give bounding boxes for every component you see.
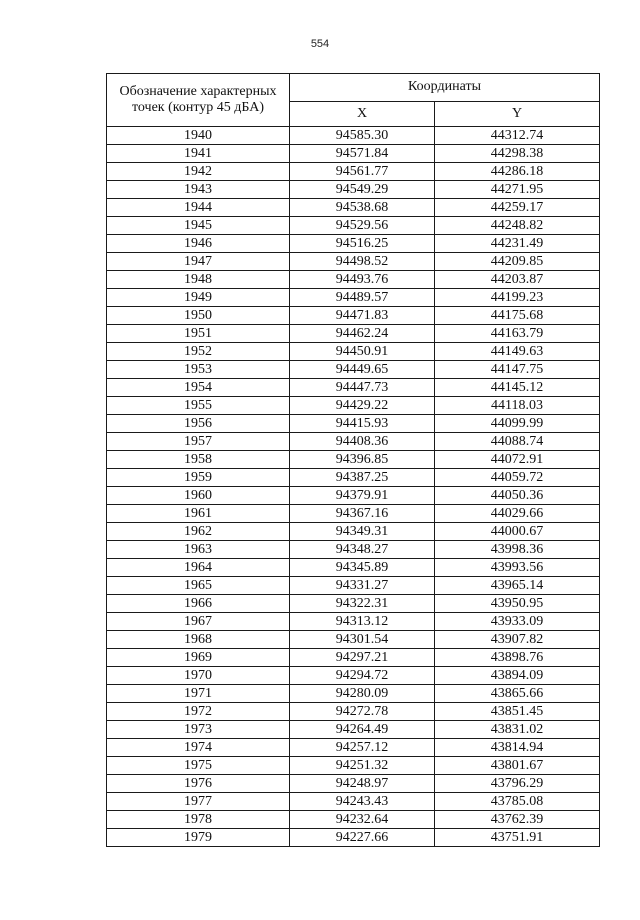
point-id-cell: 1973 bbox=[107, 721, 290, 739]
y-cell: 44199.23 bbox=[435, 289, 600, 307]
table-row bbox=[107, 811, 600, 829]
x-cell: 94272.78 bbox=[290, 703, 435, 721]
point-id-cell: 1970 bbox=[107, 667, 290, 685]
x-cell: 94408.36 bbox=[290, 433, 435, 451]
y-cell: 44271.95 bbox=[435, 181, 600, 199]
x-cell: 94498.52 bbox=[290, 253, 435, 271]
y-cell: 43851.45 bbox=[435, 703, 600, 721]
point-id-cell: 1962 bbox=[107, 523, 290, 541]
y-cell: 44088.74 bbox=[435, 433, 600, 451]
y-cell: 44209.85 bbox=[435, 253, 600, 271]
point-id-cell: 1948 bbox=[107, 271, 290, 289]
table-row bbox=[107, 649, 600, 667]
y-cell: 44029.66 bbox=[435, 505, 600, 523]
y-cell: 43796.29 bbox=[435, 775, 600, 793]
x-cell: 94450.91 bbox=[290, 343, 435, 361]
x-cell: 94348.27 bbox=[290, 541, 435, 559]
table-row bbox=[107, 757, 600, 775]
x-cell: 94301.54 bbox=[290, 631, 435, 649]
x-cell: 94396.85 bbox=[290, 451, 435, 469]
y-cell: 44000.67 bbox=[435, 523, 600, 541]
y-cell: 43801.67 bbox=[435, 757, 600, 775]
x-cell: 94571.84 bbox=[290, 145, 435, 163]
x-cell: 94387.25 bbox=[290, 469, 435, 487]
x-column-header: X bbox=[290, 101, 435, 126]
x-cell: 94449.65 bbox=[290, 361, 435, 379]
point-id-cell: 1956 bbox=[107, 415, 290, 433]
y-cell: 43993.56 bbox=[435, 559, 600, 577]
y-cell: 43865.66 bbox=[435, 685, 600, 703]
table-row bbox=[107, 631, 600, 649]
table-row bbox=[107, 469, 600, 487]
table-row bbox=[107, 721, 600, 739]
point-id-cell: 1945 bbox=[107, 217, 290, 235]
point-id-cell: 1949 bbox=[107, 289, 290, 307]
point-id-cell: 1944 bbox=[107, 199, 290, 217]
y-column-header: Y bbox=[435, 101, 600, 126]
x-cell: 94367.16 bbox=[290, 505, 435, 523]
x-cell: 94248.97 bbox=[290, 775, 435, 793]
x-cell: 94471.83 bbox=[290, 307, 435, 325]
point-id-cell: 1975 bbox=[107, 757, 290, 775]
point-id-cell: 1967 bbox=[107, 613, 290, 631]
x-cell: 94429.22 bbox=[290, 397, 435, 415]
y-cell: 44059.72 bbox=[435, 469, 600, 487]
table-row bbox=[107, 667, 600, 685]
table-row bbox=[107, 487, 600, 505]
y-cell: 44286.18 bbox=[435, 163, 600, 181]
x-cell: 94516.25 bbox=[290, 235, 435, 253]
point-id-cell: 1960 bbox=[107, 487, 290, 505]
point-id-cell: 1952 bbox=[107, 343, 290, 361]
table-row bbox=[107, 415, 600, 433]
y-cell: 44147.75 bbox=[435, 361, 600, 379]
y-cell: 44099.99 bbox=[435, 415, 600, 433]
point-id-cell: 1941 bbox=[107, 145, 290, 163]
y-cell: 43998.36 bbox=[435, 541, 600, 559]
y-cell: 43814.94 bbox=[435, 739, 600, 757]
x-cell: 94345.89 bbox=[290, 559, 435, 577]
y-cell: 44072.91 bbox=[435, 451, 600, 469]
point-id-cell: 1940 bbox=[107, 127, 290, 145]
point-id-cell: 1954 bbox=[107, 379, 290, 397]
y-cell: 44259.17 bbox=[435, 199, 600, 217]
point-id-cell: 1957 bbox=[107, 433, 290, 451]
y-cell: 43933.09 bbox=[435, 613, 600, 631]
y-cell: 44312.74 bbox=[435, 127, 600, 145]
x-cell: 94280.09 bbox=[290, 685, 435, 703]
coordinates-table bbox=[106, 73, 600, 847]
y-cell: 44050.36 bbox=[435, 487, 600, 505]
point-id-cell: 1961 bbox=[107, 505, 290, 523]
x-cell: 94538.68 bbox=[290, 199, 435, 217]
table-row bbox=[107, 433, 600, 451]
x-cell: 94251.32 bbox=[290, 757, 435, 775]
x-cell: 94257.12 bbox=[290, 739, 435, 757]
point-id-cell: 1966 bbox=[107, 595, 290, 613]
point-id-cell: 1955 bbox=[107, 397, 290, 415]
table-body bbox=[107, 127, 600, 847]
point-id-cell: 1979 bbox=[107, 829, 290, 847]
point-id-cell: 1953 bbox=[107, 361, 290, 379]
point-id-cell: 1972 bbox=[107, 703, 290, 721]
y-cell: 43751.91 bbox=[435, 829, 600, 847]
point-id-cell: 1974 bbox=[107, 739, 290, 757]
table-row bbox=[107, 217, 600, 235]
y-cell: 43965.14 bbox=[435, 577, 600, 595]
table-row bbox=[107, 343, 600, 361]
x-cell: 94561.77 bbox=[290, 163, 435, 181]
coordinates-header: Координаты bbox=[290, 74, 600, 102]
x-cell: 94294.72 bbox=[290, 667, 435, 685]
point-id-cell: 1968 bbox=[107, 631, 290, 649]
page-number: 554 bbox=[310, 38, 330, 50]
x-cell: 94232.64 bbox=[290, 811, 435, 829]
y-cell: 44118.03 bbox=[435, 397, 600, 415]
point-id-cell: 1977 bbox=[107, 793, 290, 811]
table-row bbox=[107, 253, 600, 271]
point-id-cell: 1947 bbox=[107, 253, 290, 271]
table-row bbox=[107, 307, 600, 325]
table-row bbox=[107, 181, 600, 199]
table-row bbox=[107, 379, 600, 397]
point-id-cell: 1965 bbox=[107, 577, 290, 595]
table-row bbox=[107, 271, 600, 289]
table-row bbox=[107, 595, 600, 613]
x-cell: 94529.56 bbox=[290, 217, 435, 235]
point-id-cell: 1963 bbox=[107, 541, 290, 559]
x-cell: 94349.31 bbox=[290, 523, 435, 541]
y-cell: 43831.02 bbox=[435, 721, 600, 739]
table-row bbox=[107, 361, 600, 379]
y-cell: 44145.12 bbox=[435, 379, 600, 397]
point-id-cell: 1969 bbox=[107, 649, 290, 667]
table-row bbox=[107, 199, 600, 217]
point-id-cell: 1971 bbox=[107, 685, 290, 703]
table-row bbox=[107, 451, 600, 469]
x-cell: 94313.12 bbox=[290, 613, 435, 631]
x-cell: 94331.27 bbox=[290, 577, 435, 595]
x-cell: 94447.73 bbox=[290, 379, 435, 397]
table-row bbox=[107, 145, 600, 163]
y-cell: 43762.39 bbox=[435, 811, 600, 829]
point-id-cell: 1958 bbox=[107, 451, 290, 469]
y-cell: 44149.63 bbox=[435, 343, 600, 361]
table-row bbox=[107, 325, 600, 343]
table-row bbox=[107, 613, 600, 631]
point-id-cell: 1943 bbox=[107, 181, 290, 199]
x-cell: 94493.76 bbox=[290, 271, 435, 289]
table-row bbox=[107, 829, 600, 847]
x-cell: 94489.57 bbox=[290, 289, 435, 307]
point-id-cell: 1942 bbox=[107, 163, 290, 181]
x-cell: 94264.49 bbox=[290, 721, 435, 739]
x-cell: 94322.31 bbox=[290, 595, 435, 613]
table-row bbox=[107, 127, 600, 145]
table-row bbox=[107, 163, 600, 181]
point-id-cell: 1959 bbox=[107, 469, 290, 487]
point-id-cell: 1950 bbox=[107, 307, 290, 325]
x-cell: 94585.30 bbox=[290, 127, 435, 145]
y-cell: 44298.38 bbox=[435, 145, 600, 163]
table-row bbox=[107, 703, 600, 721]
table-row bbox=[107, 541, 600, 559]
table-row bbox=[107, 523, 600, 541]
table-header bbox=[107, 74, 600, 127]
table-row bbox=[107, 577, 600, 595]
y-cell: 44248.82 bbox=[435, 217, 600, 235]
point-label-header: Обозначение характерных точек (контур 45 дБА) bbox=[107, 74, 290, 127]
y-cell: 43907.82 bbox=[435, 631, 600, 649]
table-row bbox=[107, 685, 600, 703]
y-cell: 44163.79 bbox=[435, 325, 600, 343]
point-id-cell: 1946 bbox=[107, 235, 290, 253]
x-cell: 94243.43 bbox=[290, 793, 435, 811]
point-id-cell: 1951 bbox=[107, 325, 290, 343]
table-row bbox=[107, 235, 600, 253]
point-id-cell: 1976 bbox=[107, 775, 290, 793]
y-cell: 44175.68 bbox=[435, 307, 600, 325]
table-row bbox=[107, 793, 600, 811]
table-row bbox=[107, 289, 600, 307]
y-cell: 44203.87 bbox=[435, 271, 600, 289]
point-id-cell: 1964 bbox=[107, 559, 290, 577]
y-cell: 43898.76 bbox=[435, 649, 600, 667]
y-cell: 43950.95 bbox=[435, 595, 600, 613]
point-id-cell: 1978 bbox=[107, 811, 290, 829]
table-row bbox=[107, 775, 600, 793]
x-cell: 94227.66 bbox=[290, 829, 435, 847]
table-row bbox=[107, 739, 600, 757]
table-row bbox=[107, 397, 600, 415]
x-cell: 94549.29 bbox=[290, 181, 435, 199]
x-cell: 94462.24 bbox=[290, 325, 435, 343]
table-row bbox=[107, 505, 600, 523]
table-row bbox=[107, 559, 600, 577]
x-cell: 94297.21 bbox=[290, 649, 435, 667]
x-cell: 94415.93 bbox=[290, 415, 435, 433]
y-cell: 43894.09 bbox=[435, 667, 600, 685]
x-cell: 94379.91 bbox=[290, 487, 435, 505]
y-cell: 44231.49 bbox=[435, 235, 600, 253]
y-cell: 43785.08 bbox=[435, 793, 600, 811]
